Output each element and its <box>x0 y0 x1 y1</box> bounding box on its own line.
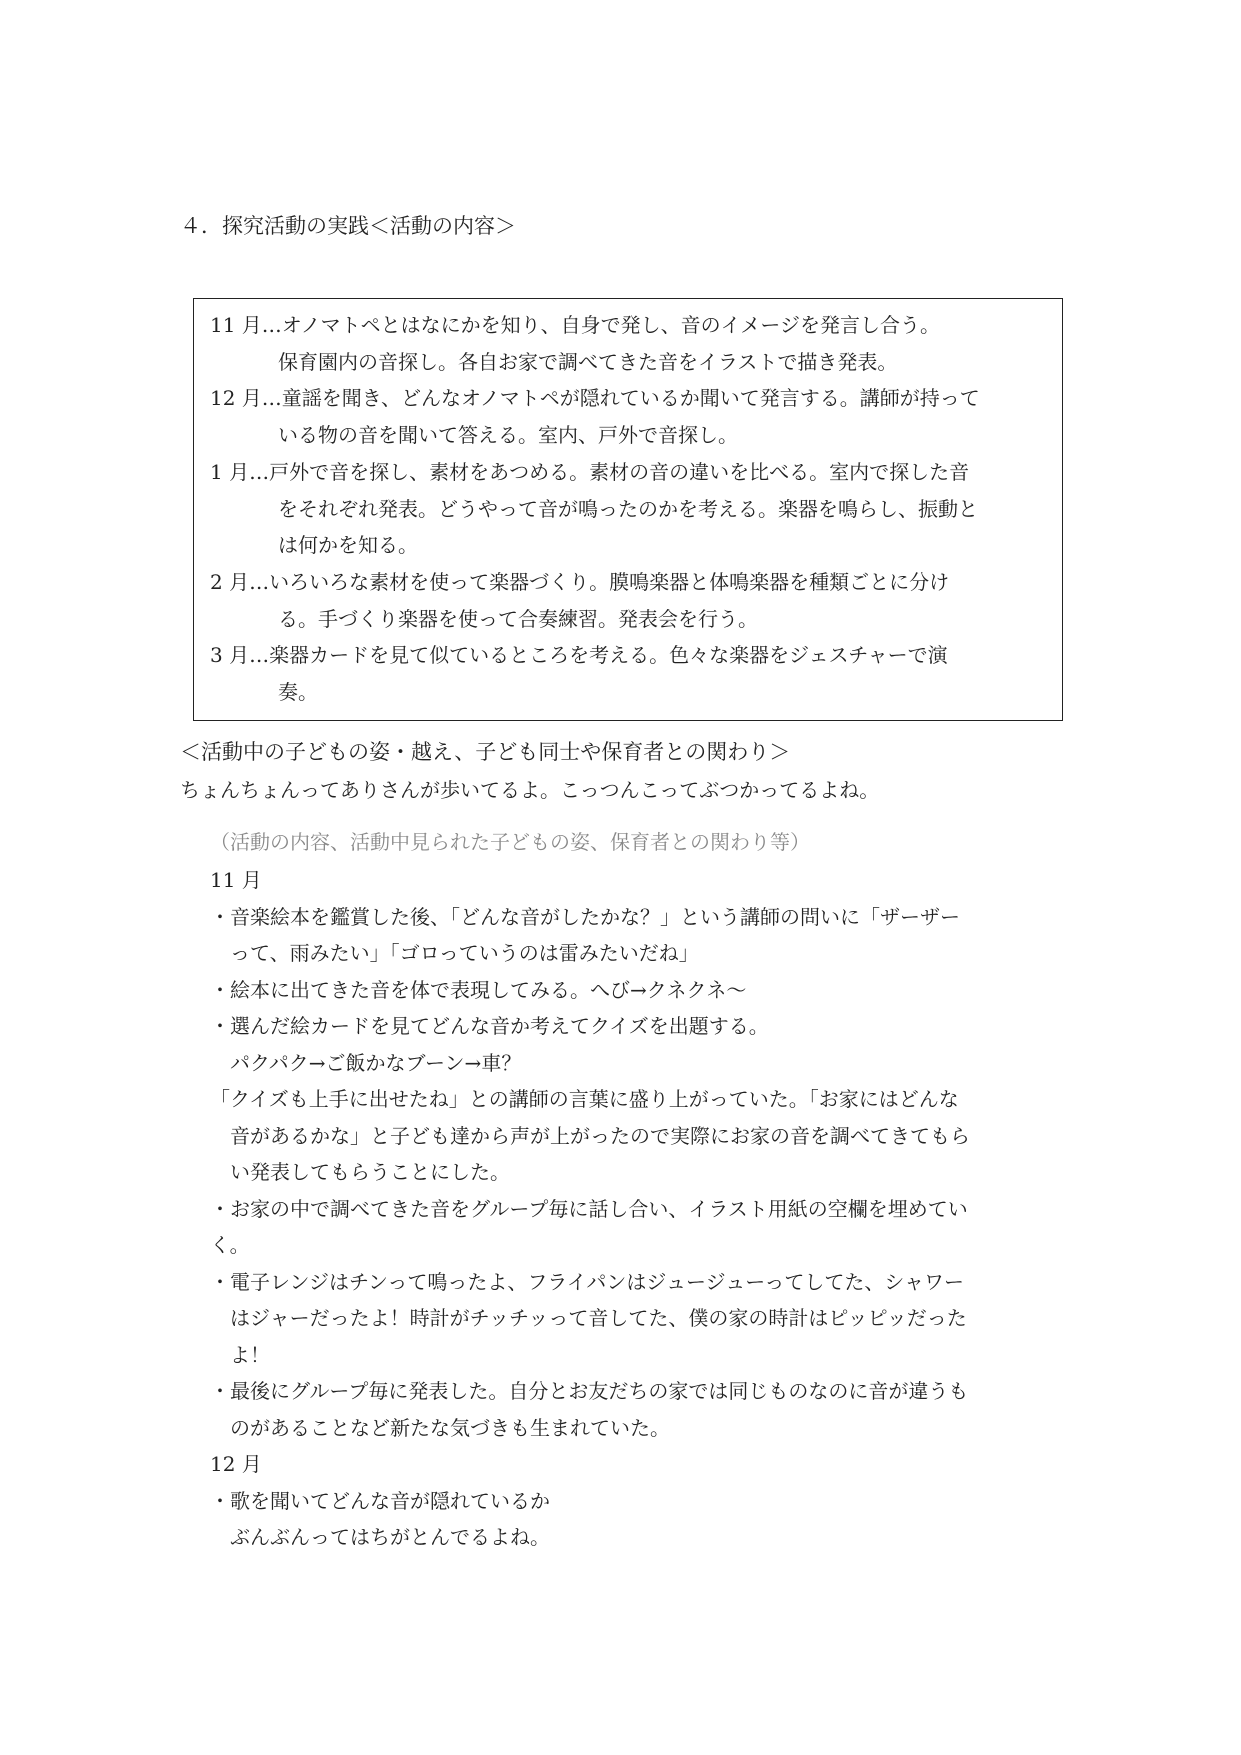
plan-line: 1 月…戸外で音を探し、素材をあつめる。素材の音の違いを比べる。室内で探した音 <box>210 460 970 484</box>
body-line: ・絵本に出てきた音を体で表現してみる。へび→クネクネ～ <box>210 978 747 1002</box>
body-line: 「クイズも上手に出せたね」との講師の言葉に盛り上がっていた。「お家にはどんな <box>210 1087 959 1111</box>
plan-line: 2 月…いろいろな素材を使って楽器づくり。膜鳴楽器と体鳴楽器を種類ごとに分け <box>210 570 950 594</box>
plan-line: る。手づくり楽器を使って合奏練習。発表会を行う。 <box>278 607 758 631</box>
body-line: い発表してもらうことにした。 <box>230 1160 510 1184</box>
month-heading: 11 月 <box>210 868 262 892</box>
plan-line: 11 月…オノマトペとはなにかを知り、自身で発し、音のイメージを発言し合う。 <box>210 313 941 337</box>
plan-line: 3 月…楽器カードを見て似ているところを考える。色々な楽器をジェスチャーで演 <box>210 643 948 667</box>
body-line: ・最後にグループ毎に発表した。自分とお友だちの家では同じものなのに音が違うも <box>210 1379 969 1403</box>
subheading: ＜活動中の子どもの姿・越え、子ども同士や保育者との関わり＞ <box>180 740 791 764</box>
body-line: ・お家の中で調べてきた音をグループ毎に話し合い、イラスト用紙の空欄を埋めてい <box>210 1197 968 1221</box>
body-line: のがあることなど新たな気づきも生まれていた。 <box>230 1416 670 1440</box>
section-heading: ４．探究活動の実践＜活動の内容＞ <box>180 214 516 238</box>
intro-line: ちょんちょんってありさんが歩いてるよ。こっつんこってぶつかってるよね。 <box>180 778 880 802</box>
body-line: く。 <box>210 1233 250 1257</box>
plan-line: 奏。 <box>278 680 318 704</box>
body-line: 音があるかな」と子ども達から声が上がったので実際にお家の音を調べてきてもら <box>230 1124 970 1148</box>
body-line: ・選んだ絵カードを見てどんな音か考えてクイズを出題する。 <box>210 1014 769 1038</box>
plan-line: は何かを知る。 <box>278 533 418 557</box>
plan-line: 保育園内の音探し。各自お家で調べてきた音をイラストで描き発表。 <box>278 350 898 374</box>
note-text: （活動の内容、活動中見られた子どもの姿、保育者との関わり等） <box>210 830 810 854</box>
body-line: パクパク→ご飯かなブーン→車？ <box>230 1051 522 1075</box>
plan-line: 12 月…童謡を聞き、どんなオノマトペが隠れているか聞いて発言する。講師が持って <box>210 386 980 410</box>
plan-line: いる物の音を聞いて答える。室内、戸外で音探し。 <box>278 423 738 447</box>
month-heading: 12 月 <box>210 1452 262 1476</box>
plan-line: をそれぞれ発表。どうやって音が鳴ったのかを考える。楽器を鳴らし、振動と <box>278 497 978 521</box>
body-line: ・電子レンジはチンって鳴ったよ、フライパンはジュージューってしてた、シャワー <box>210 1270 964 1294</box>
body-line: ・歌を聞いてどんな音が隠れているか <box>210 1489 550 1513</box>
body-line: ぶんぶんってはちがとんでるよね。 <box>230 1525 550 1549</box>
body-line: よ！ <box>230 1343 270 1367</box>
body-line: ・音楽絵本を鑑賞した後、「どんな音がしたかな？」という講師の問いに「ザーザー <box>210 905 960 929</box>
body-line: はジャーだったよ！時計がチッチッって音してた、僕の家の時計はピッピッだった <box>230 1306 967 1330</box>
body-line: って、雨みたい」「ゴロっていうのは雷みたいだね」 <box>230 941 699 965</box>
